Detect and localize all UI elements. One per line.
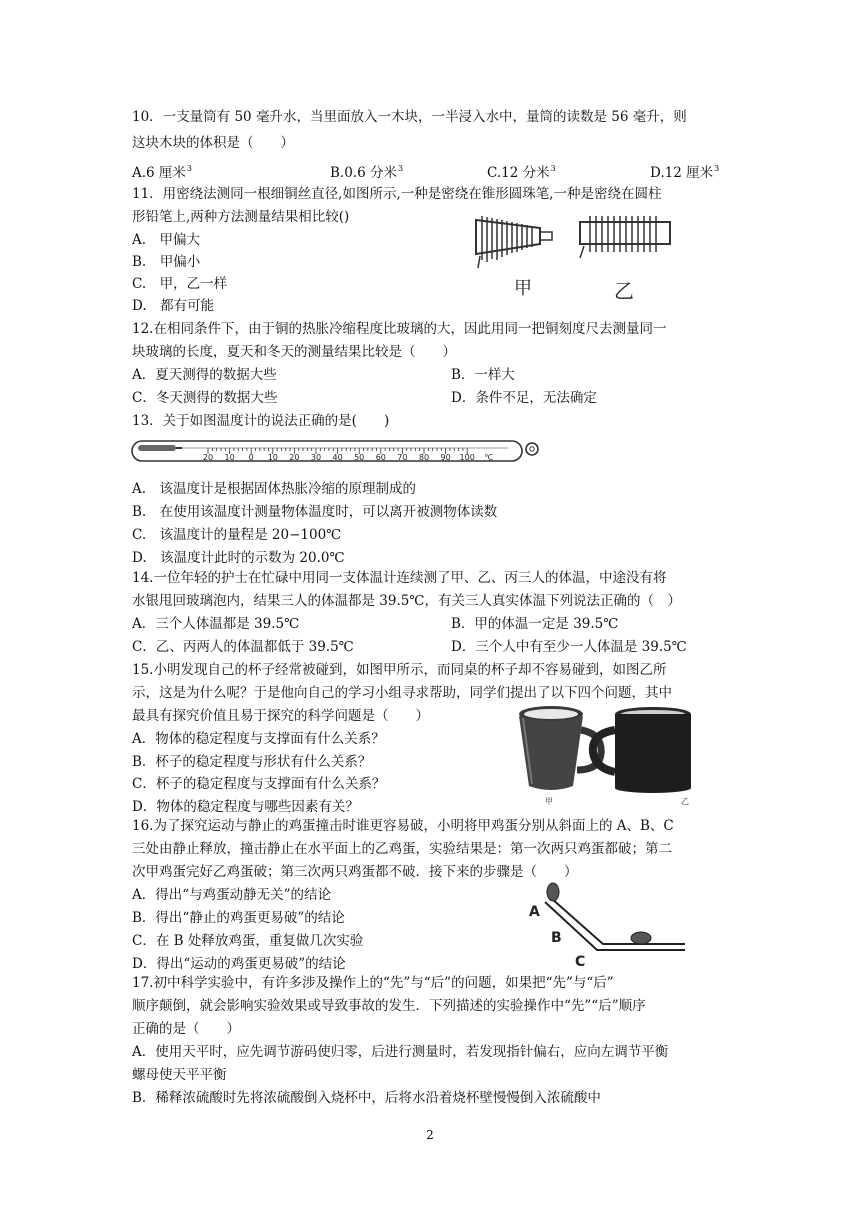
figure-label-yi: 乙: [614, 279, 634, 303]
q16-stem-line2: 三处由静止释放，撞击静止在水平面上的乙鸡蛋，实验结果是：第一次两只鸡蛋都破；第二: [132, 841, 672, 857]
q15-option-b: B．杯子的稳定程度与形状有什么关系？: [132, 754, 372, 770]
thermometer-scale-label: 100: [459, 453, 475, 462]
thermometer-scale-label: 20: [202, 453, 214, 462]
thermometer-figure: [130, 436, 545, 466]
q13-stem: 13．关于如图温度计的说法正确的是( ): [132, 413, 390, 429]
thermometer-scale-label: 90: [440, 453, 451, 462]
q15-option-c: C．杯子的稳定程度与支撑面有什么关系？: [132, 776, 386, 792]
q13-option-a: A. 该温度计是根据固体热胀冷缩的原理制成的: [132, 481, 417, 497]
q16-option-b: B．得出“静止的鸡蛋更易破”的结论: [132, 910, 345, 926]
q14-stem-line1: 14.一位年轻的护士在忙碌中用同一支体温计连续测了甲、乙、丙三人的体温，中途没有将: [132, 570, 667, 586]
q11-stem-line1: 11．用密绕法测同一根细铜丝直径,如图所示,一种是密绕在锥形圆珠笔,一种是密绕在圆柱: [132, 186, 662, 202]
q17-stem-line3: 正确的是（ ）: [132, 1021, 240, 1037]
q15-option-d: D．物体的稳定程度与哪些因素有关？: [132, 799, 359, 815]
q10-option-d: D.12 厘米$^3$: [650, 164, 720, 181]
q17-option-a-line1: A．使用天平时，应先调节游码使归零，后进行测量时，若发现指针偏右，应向左调节平衡: [132, 1044, 669, 1060]
q11-option-b: B. 甲偏小: [132, 254, 201, 270]
q17-stem-line2: 顺序颠倒，就会影响实验效果或导致事故的发生．下列描述的实验操作中“先”“后”顺序: [132, 998, 646, 1014]
thermometer-scale-label: 10: [224, 453, 235, 462]
q14-option-d: D．三个人中有至少一人体温是 39.5℃: [451, 639, 687, 655]
q15-stem-line3: 最具有探究价值且易于探究的科学问题是（ ）: [132, 708, 429, 724]
q16-stem-line3: 次甲鸡蛋完好乙鸡蛋破；第三次两只鸡蛋都不破．接下来的步骤是（ ）: [132, 864, 578, 880]
q12-option-d: D．条件不足，无法确定: [451, 390, 597, 406]
thermometer-scale-label: ℃: [484, 453, 494, 462]
q16-option-a: A．得出“与鸡蛋动静无关”的结论: [132, 887, 332, 903]
page-number: 2: [426, 1128, 434, 1142]
thermometer-scale-label: 50: [354, 453, 365, 462]
thermometer-scale-label: 30: [310, 453, 322, 462]
q10-stem-line2: 这块木块的体积是（ ）: [132, 135, 294, 151]
q12-option-b: B．一样大: [451, 367, 515, 383]
q10-stem-line1: 10．一支量筒有 50 毫升水，当里面放入一木块，一半浸入水中，量筒的读数是 56 毫升，则: [132, 109, 687, 125]
thermometer-scale-label: 80: [418, 453, 430, 462]
thermometer-scale-label: 70: [397, 453, 408, 462]
wire-winding-figure: [468, 210, 688, 310]
ramp-label-a: A: [529, 904, 540, 920]
q10-option-b: B.0.6 分米$^3$: [330, 164, 404, 181]
ramp-label-b: B: [551, 930, 562, 946]
q15-stem-line2: 示，这是为什么呢？于是他向自己的学习小组寻求帮助，同学们提出了以下四个问题，其中: [132, 685, 672, 701]
q13-option-b: B. 在使用该温度计测量物体温度时，可以离开被测物体读数: [132, 504, 498, 520]
q13-option-d: D. 该温度计此时的示数为 20.0℃: [132, 550, 345, 566]
q12-stem-line2: 块玻璃的长度，夏天和冬天的测量结果比较是（ ）: [132, 344, 456, 360]
q11-option-a: A. 甲偏大: [132, 232, 201, 248]
q12-option-a: A．夏天测得的数据大些: [132, 367, 277, 383]
q11-option-d: D. 都有可能: [132, 298, 215, 314]
egg-ramp-figure: [525, 880, 705, 970]
thermometer-scale-label: 10: [267, 453, 278, 462]
q17-option-b: B．稀释浓硫酸时先将浓硫酸倒入烧杯中，后将水沿着烧杯壁慢慢倒入浓硫酸中: [132, 1090, 601, 1106]
q11-stem-line2: 形铅笔上,两种方法测量结果相比较(): [132, 209, 350, 225]
q12-option-c: C．冬天测得的数据大些: [132, 390, 278, 406]
q15-option-a: A．物体的稳定程度与支撑面有什么关系？: [132, 731, 385, 747]
q14-option-a: A．三个人体温都是 39.5℃: [132, 616, 300, 632]
thermometer-scale-label: 40: [332, 453, 343, 462]
q14-stem-line2: 水银甩回玻璃泡内，结果三人的体温都是 39.5℃，有关三人真实体温下列说法正确的（ ）: [132, 593, 681, 609]
thermometer-scale-label: 60: [375, 453, 386, 462]
q16-stem-line1: 16.为了探究运动与静止的鸡蛋撞击时谁更容易破，小明将甲鸡蛋分别从斜面上的 A、B、C: [132, 818, 674, 834]
thermometer-scale-label: 0: [248, 453, 254, 462]
cup-label-yi: 乙: [681, 797, 689, 806]
cup-label-jia: 甲: [545, 797, 553, 806]
q14-option-b: B．甲的体温一定是 39.5℃: [451, 616, 619, 632]
ramp-label-c: C: [575, 954, 586, 970]
q10-option-c: C.12 分米$^3$: [487, 164, 556, 181]
q15-stem-line1: 15.小明发现自己的杯子经常被碰到，如图甲所示，而同桌的杯子却不容易碰到，如图乙所: [132, 662, 667, 678]
figure-label-jia: 甲: [514, 278, 532, 299]
q17-stem-line1: 17.初中科学实验中，有许多涉及操作上的“先”与“后”的问题，如果把“先”与“后”: [132, 975, 614, 991]
cups-figure: [505, 700, 705, 810]
q13-option-c: C. 该温度计的量程是 20−100℃: [132, 527, 342, 543]
q12-stem-line1: 12.在相同条件下，由于铜的热胀冷缩程度比玻璃的大，因此用同一把铜刻度尺去测量同一: [132, 321, 667, 337]
thermometer-scale-label: 20: [289, 453, 300, 462]
q16-option-d: D．得出“运动的鸡蛋更易破”的结论: [132, 956, 346, 972]
q16-option-c: C．在 B 处释放鸡蛋，重复做几次实验: [132, 933, 364, 949]
q14-option-c: C．乙、丙两人的体温都低于 39.5℃: [132, 639, 354, 655]
q11-option-c: C. 甲，乙一样: [132, 276, 228, 292]
q17-option-a-line2: 螺母使天平平衡: [132, 1067, 227, 1083]
q10-option-a: A.6 厘米$^3$: [132, 164, 193, 181]
